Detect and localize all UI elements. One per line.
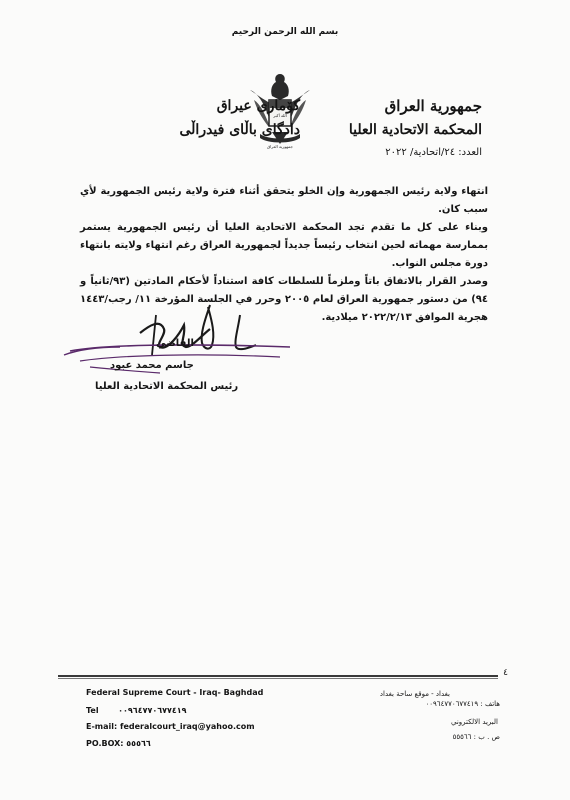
footer-divider-thin <box>58 678 498 679</box>
header-kurdish-republic: كۆماری عیراق <box>216 98 300 114</box>
footer-address-ar: بغداد - موقع ساحة بغداد <box>379 690 450 698</box>
body-paragraph: وصدر القرار بالاتفاق باتاً وملزماً للسلطات كافة استناداً لأحكام المادتين (٩٣/ثانياً و ٩٤) من دستور جمهورية العراق لعام ٢٠٠٥ وحرر في الجلسة المؤرخة ١١/ رجب/١٤٤٣ هجرية الموافق ٢٠٢٢/٢/١٣ ميلادية. <box>80 276 488 323</box>
signature-name: جاسم محمد عبود <box>110 360 194 371</box>
footer-pobox-ar: ص . ب : ٥٥٥٦٦ <box>452 733 500 741</box>
signature-title: القاضي <box>156 338 194 349</box>
footer-tel-number: ٠٠٩٦٤٧٧٠٦٧٧٤١٩ <box>118 706 187 715</box>
header-republic: جمهورية العراق <box>384 97 482 115</box>
footer-tel-en <box>86 706 187 715</box>
footer-email-en[interactable]: E-mail: federalcourt_iraq@yahoo.com <box>86 722 255 731</box>
footer-email-ar: البريد الالكتروني <box>451 718 498 726</box>
signature-role: رئيس المحكمة الاتحادية العليا <box>95 381 239 392</box>
svg-text:الله أكبر: الله أكبر <box>273 113 287 118</box>
bismillah: بسم الله الرحمن الرحيم <box>231 27 339 37</box>
footer-tel-ar: هاتف : ٠٠٩٦٤٧٧٠٦٧٧٤١٩ <box>425 700 500 708</box>
emblem-caption: جمهورية العراق <box>267 144 293 149</box>
header-court: المحكمة الاتحادية العليا <box>348 122 482 138</box>
document-number: العدد: ٢٤/اتحادية/ ٢٠٢٢ <box>385 147 482 158</box>
header-arabic <box>292 94 482 142</box>
header-kurdish <box>110 94 300 142</box>
page-number: ٤ <box>503 668 508 678</box>
footer-tel-label: Tel <box>86 706 99 715</box>
header-kurdish-court: دادگای باڵای فیدراڵی <box>179 122 300 138</box>
footer-pobox-en: PO.BOX: ٥٥٥٦٦ <box>86 739 151 748</box>
body-paragraph: وبناء على كل ما تقدم تجد المحكمة الاتحادية العليا أن رئيس الجمهورية يستمر بممارسة مهماته لحين انتخاب رئيساً جديداً لجمهورية العراق رغم انتهاء ولايته بانتهاء دورة مجلس النواب. <box>80 222 488 269</box>
footer-divider <box>58 675 498 677</box>
footer-court-en: Federal Supreme Court - Iraq- Baghdad <box>86 688 264 697</box>
body-paragraph: انتهاء ولاية رئيس الجمهورية وإن الخلو يتحقق أثناء فترة ولاية رئيس الجمهورية لأي سبب كان. <box>80 186 488 215</box>
